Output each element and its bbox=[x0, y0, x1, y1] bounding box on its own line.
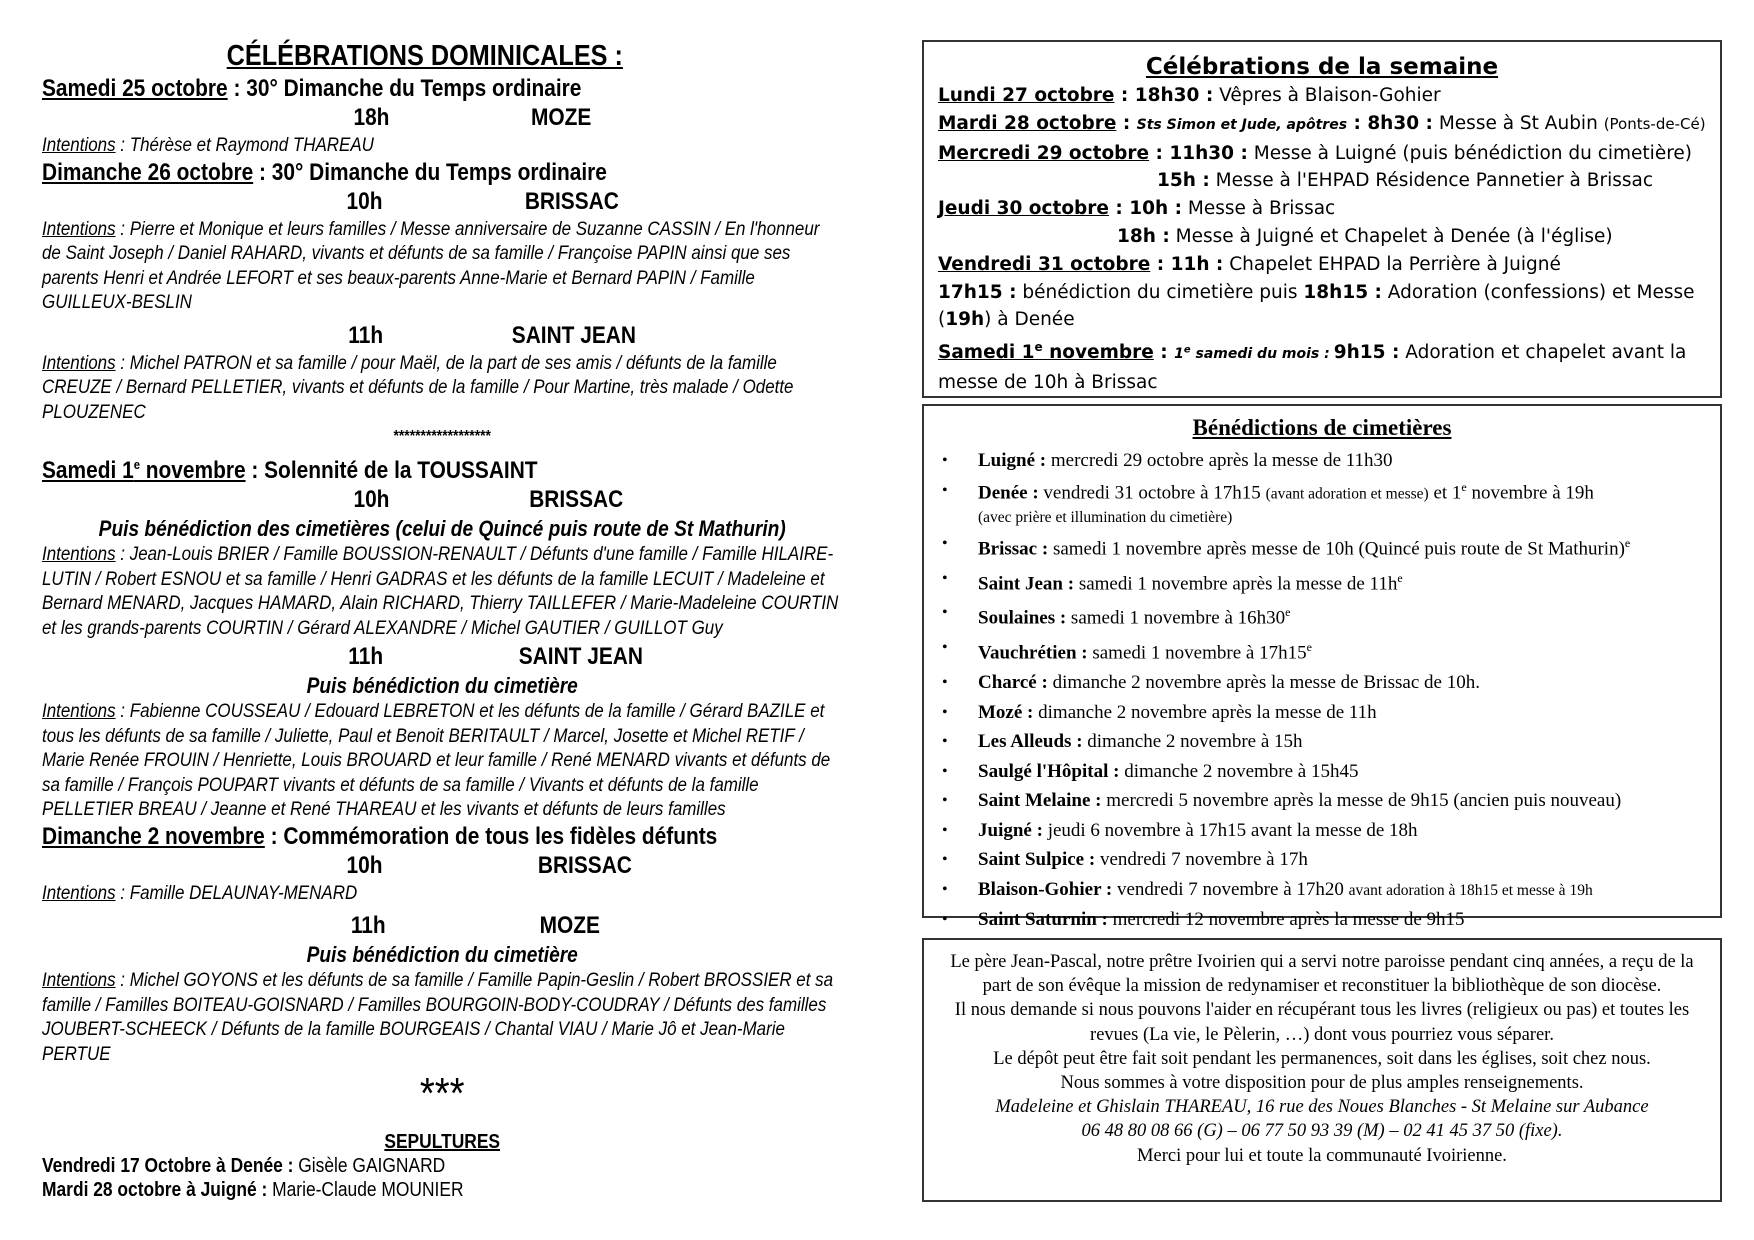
day-label-post: novembre bbox=[139, 457, 246, 484]
colon: : bbox=[1116, 112, 1137, 134]
cemetery-text bbox=[978, 727, 1704, 757]
week-time: 17h15 : bbox=[938, 281, 1017, 303]
cemetery-place: Saulgé l'Hôpital : bbox=[978, 760, 1120, 782]
cemetery-text bbox=[978, 786, 1704, 816]
cemetery-when: vendredi 7 novembre à 17h20 bbox=[1112, 878, 1349, 900]
week-saints: Sts Simon et Jude, apôtres bbox=[1136, 116, 1348, 133]
cemetery-place: Vauchrétien : bbox=[978, 642, 1088, 664]
cemetery-title: Bénédictions de cimetières bbox=[1192, 415, 1452, 440]
mass-place: SAINT JEAN bbox=[518, 643, 643, 670]
intentions-label: Intentions bbox=[42, 134, 116, 156]
bullet-icon: • bbox=[942, 911, 948, 929]
announcement-box bbox=[922, 938, 1722, 1202]
day-label: Samedi 25 octobre bbox=[42, 75, 228, 102]
intentions-label: Intentions bbox=[42, 881, 116, 904]
intentions bbox=[42, 217, 842, 315]
cemetery-when: novembre après messe de 10h (Quincé puis route de St Mathurin) bbox=[1121, 538, 1625, 560]
cemetery-item bbox=[940, 727, 1704, 757]
sepulture-item bbox=[42, 1154, 842, 1178]
cemetery-when: novembre à 19h bbox=[1466, 481, 1594, 503]
intentions bbox=[42, 133, 842, 158]
weekly-title: Célébrations de la semaine bbox=[1145, 54, 1499, 80]
cemetery-item bbox=[940, 598, 1704, 633]
cemetery-when: vendredi 31 octobre à 17h15 bbox=[1038, 481, 1266, 503]
cemetery-text bbox=[978, 905, 1704, 935]
week-special-sup: e bbox=[1183, 344, 1191, 356]
week-day-post: novembre bbox=[1042, 342, 1154, 364]
announcement-p1: Le père Jean-Pascal, notre prêtre Ivoirien qui a servi notre paroisse pendant cinq années, a reçu de la part de son évêque la mission de redynamiser et reconstituer la bibliothèque de son diocèse. bbox=[950, 952, 1694, 997]
week-text: Chapelet EHPAD la Perrière à Juigné bbox=[1223, 253, 1561, 275]
intentions-label: Intentions bbox=[42, 543, 116, 565]
sepulture-item bbox=[42, 1178, 842, 1202]
intentions-text: : Thérèse et Raymond THAREAU bbox=[115, 134, 374, 156]
intentions bbox=[42, 881, 842, 906]
cemetery-text bbox=[978, 845, 1704, 875]
mass-time: 11h bbox=[350, 912, 386, 939]
week-time: 9h15 : bbox=[1333, 342, 1400, 364]
colon: : bbox=[1347, 112, 1368, 134]
cemetery-place: Saint Jean : bbox=[978, 572, 1075, 594]
cemetery-item bbox=[940, 698, 1704, 728]
title-suffix: : bbox=[607, 40, 623, 72]
bullet-icon: • bbox=[942, 880, 948, 898]
cemetery-when: dimanche 2 novembre après la messe de 11h bbox=[1033, 701, 1377, 723]
cemetery-place: Charcé : bbox=[978, 672, 1048, 694]
day-heading bbox=[42, 75, 842, 103]
mass-time: 10h bbox=[346, 187, 383, 215]
sepulture-date: Vendredi 17 Octobre à Denée : bbox=[42, 1155, 294, 1177]
week-text: ) à Denée bbox=[984, 309, 1075, 331]
week-day: Vendredi 31 octobre bbox=[938, 253, 1151, 275]
cemetery-when: mercredi 5 novembre après la messe de 9h15 (ancien puis nouveau) bbox=[1101, 790, 1622, 812]
bullet-icon: • bbox=[942, 534, 948, 552]
week-text: Vêpres à Blaison-Gohier bbox=[1213, 85, 1441, 106]
bullet-icon: • bbox=[942, 703, 948, 721]
colon: : bbox=[1114, 85, 1135, 106]
separator-stars: *** bbox=[419, 1069, 465, 1118]
week-text: Messe à l'EHPAD Résidence Pannetier à Brissac bbox=[1209, 170, 1653, 192]
intentions-label: Intentions bbox=[42, 969, 116, 991]
week-day-pre: Samedi 1 bbox=[938, 342, 1035, 364]
separator: ****************** bbox=[393, 428, 491, 445]
day-label-pre: Samedi 1 bbox=[42, 457, 134, 484]
mass-note: Puis bénédiction du cimetière bbox=[306, 942, 578, 967]
sepultures-title: SEPULTURES bbox=[384, 1131, 501, 1153]
colon: : bbox=[1149, 142, 1170, 164]
cemetery-item bbox=[940, 845, 1704, 875]
week-day: Jeudi 30 octobre bbox=[938, 198, 1109, 220]
cemetery-when: dimanche 2 novembre à 15h45 bbox=[1119, 760, 1359, 782]
intentions bbox=[42, 351, 842, 425]
week-day: Mercredi 29 octobre bbox=[938, 142, 1150, 164]
cemetery-when: novembre après la messe de 11h bbox=[1146, 572, 1398, 594]
intentions-text: : Pierre et Monique et leurs familles / Messe anniversaire de Suzanne CASSIN / En l'honneur de Saint Joseph / Daniel RAHARD, vivants et défunts de sa famille / Françoise PAPIN ainsi que ses parents Henri et Andrée LEFORT et ses beaux-parents Anne-Marie et Bernard PAPIN / Famille GUILLEUX-BESLIN bbox=[42, 217, 820, 313]
week-special bbox=[1174, 346, 1330, 362]
mass-time-place bbox=[42, 187, 842, 217]
ordinal-sup: e bbox=[1285, 605, 1291, 620]
bullet-icon: • bbox=[942, 481, 948, 499]
cemetery-text bbox=[978, 757, 1704, 787]
mass-time: 18h bbox=[353, 104, 390, 131]
cemetery-text bbox=[978, 476, 1704, 529]
cemetery-when: samedi 1 bbox=[1087, 642, 1161, 664]
mass-time-place bbox=[42, 321, 842, 351]
week-line bbox=[938, 195, 1706, 223]
celebration-label: : Solennité de la TOUSSAINT bbox=[245, 457, 538, 484]
day-label bbox=[42, 457, 246, 484]
cemetery-item bbox=[940, 786, 1704, 816]
cemetery-place: Soulaines : bbox=[978, 607, 1067, 629]
celebration-label: : 30° Dimanche du Temps ordinaire bbox=[227, 75, 582, 102]
intentions-text: : Famille DELAUNAY-MENARD bbox=[115, 881, 358, 904]
intentions bbox=[42, 542, 842, 640]
bullet-icon: • bbox=[942, 639, 948, 657]
weekly-celebrations-box bbox=[922, 40, 1722, 398]
day-label: Dimanche 2 novembre bbox=[42, 822, 265, 850]
week-text: bénédiction du cimetière puis bbox=[1016, 281, 1304, 303]
ordinal-sup: e bbox=[1624, 535, 1631, 550]
bullet-icon: • bbox=[942, 762, 948, 780]
week-text: Messe à Juigné et Chapelet à Denée (à l'église) bbox=[1169, 225, 1613, 247]
ordinal-sup: e bbox=[1397, 570, 1403, 585]
week-time: 11h : bbox=[1170, 253, 1224, 275]
bullet-icon: • bbox=[942, 851, 948, 869]
mass-note: Puis bénédiction des cimetières (celui de Quincé puis route de St Mathurin) bbox=[98, 516, 786, 541]
celebration-label: : 30° Dimanche du Temps ordinaire bbox=[253, 158, 607, 186]
intentions-text: : Fabienne COUSSEAU / Edouard LEBRETON et les défunts de la famille / Gérard BAZILE et tous les défunts de sa famille / Juliette, Paul et Benoit BERITAULT / Marcel, Josette et Michel RETIF / Marie Renée FROUIN / Henriette, Louis BROUARD et leur famille / René MENARD vivants et défunts de sa famille / François POUPART vivants et défunts de sa famille / Vivants et défunts de la famille PELLETIER BREAU / Jeanne et René THAREAU et les vivants et défunts de leurs familles bbox=[42, 700, 831, 820]
mass-time: 11h bbox=[348, 321, 384, 349]
intentions-label: Intentions bbox=[42, 700, 116, 722]
cemetery-list bbox=[940, 446, 1704, 935]
week-day: Lundi 27 octobre bbox=[938, 85, 1115, 106]
cemetery-text bbox=[978, 875, 1704, 906]
cemetery-text bbox=[978, 446, 1704, 476]
week-text: Adoration (confessions) et Messe bbox=[1381, 281, 1695, 303]
week-day: Mardi 28 octobre bbox=[938, 112, 1117, 134]
cemetery-item bbox=[940, 446, 1704, 476]
intentions bbox=[42, 699, 842, 822]
cemetery-item bbox=[940, 905, 1704, 935]
cemetery-place: Brissac : bbox=[978, 538, 1049, 560]
intentions bbox=[42, 968, 842, 1066]
cemetery-place: Saint Melaine : bbox=[978, 790, 1102, 812]
cemetery-place: Mozé : bbox=[978, 701, 1034, 723]
cemetery-note: avant adoration à 18h15 et messe à 19h bbox=[1348, 881, 1593, 899]
day-label: Dimanche 26 octobre bbox=[42, 158, 254, 186]
intentions-text: : Michel PATRON et sa famille / pour Maël, de la part de ses amis / défunts de la famille CREUZE / Bernard PELLETIER, vivants et défunts de la famille / Pour Martine, très malade / Odette PLOUZENEC bbox=[42, 351, 794, 423]
mass-place: MOZE bbox=[530, 104, 592, 131]
mass-place: BRISSAC bbox=[529, 486, 624, 513]
week-line bbox=[938, 251, 1706, 279]
mass-time: 10h bbox=[346, 851, 383, 879]
mass-place: MOZE bbox=[539, 912, 600, 939]
announcement-p2: Il nous demande si nous pouvons l'aider en récupérant tous les livres (religieux ou pas) et toutes les revues (La vie, le Pèlerin, …) dont vous pourriez vous séparer. bbox=[954, 1000, 1690, 1045]
cemetery-item bbox=[940, 668, 1704, 698]
week-time: 18h30 : bbox=[1134, 85, 1214, 106]
bullet-icon: • bbox=[942, 792, 948, 810]
week-text: Messe à St Aubin bbox=[1432, 112, 1604, 134]
day-label-sup: e bbox=[133, 457, 140, 472]
cemetery-text bbox=[978, 598, 1704, 633]
ordinal-sup: e bbox=[1306, 640, 1312, 655]
week-line: messe de 10h à Brissac bbox=[938, 372, 1158, 394]
week-day-sup: e bbox=[1034, 340, 1043, 355]
week-time: 11h30 : bbox=[1169, 142, 1248, 164]
intentions-text: : Michel GOYONS et les défunts de sa famille / Famille Papin-Geslin / Robert BROSSIER et sa famille / Familles BOITEAU-GOISNARD / Familles BOURGOIN-BODY-COUDRAY / Défunts des familles JOUBERT-SCHEECK / Défunts de la famille BOURGEAIS / Chantal VIAU / Marie Jô et Jean-Marie PERTUE bbox=[42, 969, 834, 1065]
cemetery-when: mercredi 29 octobre après la messe de 11h30 bbox=[1046, 450, 1393, 471]
sepulture-date: Mardi 28 octobre à Juigné : bbox=[42, 1179, 268, 1201]
cemetery-text bbox=[978, 529, 1704, 564]
cemetery-item bbox=[940, 875, 1704, 906]
cemetery-when: samedi 1 bbox=[1074, 572, 1147, 594]
cemetery-item bbox=[940, 633, 1704, 668]
week-time: 10h : bbox=[1129, 198, 1183, 220]
colon: : bbox=[1153, 342, 1175, 364]
cemetery-text bbox=[978, 698, 1704, 728]
week-line bbox=[938, 140, 1706, 168]
mass-time-place bbox=[42, 642, 842, 672]
cemetery-when: vendredi 7 novembre à 17h bbox=[1095, 849, 1308, 871]
cemetery-place: Blaison-Gohier : bbox=[978, 878, 1113, 900]
cemetery-when: dimanche 2 novembre après la messe de Brissac de 10h. bbox=[1047, 672, 1480, 694]
week-text: Messe à Brissac bbox=[1182, 198, 1336, 220]
week-time: 19h bbox=[945, 309, 985, 331]
celebration-label: : Commémoration de tous les fidèles défunts bbox=[264, 822, 718, 850]
cemetery-text bbox=[978, 816, 1704, 846]
week-text: Messe à Luigné (puis bénédiction du cimetière) bbox=[1247, 142, 1693, 164]
cemetery-text bbox=[978, 668, 1704, 698]
cemetery-when: novembre à 16h30 bbox=[1139, 607, 1286, 629]
cemetery-when: samedi 1 bbox=[1048, 538, 1122, 560]
announcement-p4: Nous sommes à votre disposition pour de plus amples renseignements. bbox=[1060, 1073, 1584, 1094]
cemetery-place: Luigné : bbox=[978, 450, 1047, 471]
mass-time-place bbox=[42, 103, 842, 133]
title-text: CÉLÉBRATIONS DOMINICALES bbox=[226, 40, 608, 72]
week-time: 18h15 : bbox=[1303, 281, 1382, 303]
contact-phones: 06 48 80 08 66 (G) – 06 77 50 93 39 (M) – 02 41 45 37 50 (fixe). bbox=[1081, 1121, 1563, 1142]
cemetery-item bbox=[940, 476, 1704, 529]
week-day bbox=[938, 342, 1154, 363]
week-special-post: samedi du mois : bbox=[1190, 346, 1330, 363]
intentions-text: : Jean-Louis BRIER / Famille BOUSSION-RENAULT / Défunts d'une famille / Famille HILAIRE-LUTIN / Robert ESNOU et sa famille / Henri GADRAS et les défunts de la famille LECUIT / Madeleine et Bernard MENARD, Jacques HAMARD, Alain RICHARD, Thierry TAILLEFER / Marie-Madeleine COURTIN et les grands-parents COURTIN / Gérard ALEXANDRE / Michel GAUTIER / GUILLOT Guy bbox=[42, 543, 839, 639]
mass-time-place bbox=[42, 851, 842, 881]
cemetery-item bbox=[940, 564, 1704, 599]
cemetery-item bbox=[940, 529, 1704, 564]
bullet-icon: • bbox=[942, 569, 948, 587]
week-line bbox=[938, 279, 1706, 307]
mass-place: BRISSAC bbox=[524, 187, 619, 215]
page-title bbox=[164, 40, 686, 73]
mass-note: Puis bénédiction du cimetière bbox=[306, 673, 578, 698]
ordinal-sup: e bbox=[1461, 479, 1467, 494]
cemetery-when: dimanche 2 novembre à 15h bbox=[1082, 731, 1303, 753]
week-special-pre: 1 bbox=[1174, 346, 1184, 363]
week-time: 18h : bbox=[1117, 225, 1170, 247]
dominicales-section bbox=[42, 40, 842, 1202]
week-line bbox=[938, 334, 1706, 369]
sepulture-name: Marie-Claude MOUNIER bbox=[267, 1179, 464, 1201]
cemetery-place: Saint Saturnin : bbox=[978, 909, 1108, 931]
colon: : bbox=[1108, 198, 1130, 220]
announcement-thanks: Merci pour lui et toute la communauté Ivoirienne. bbox=[1137, 1145, 1507, 1166]
week-line bbox=[938, 110, 1706, 140]
mass-time: 10h bbox=[353, 486, 390, 513]
bullet-icon: • bbox=[942, 674, 948, 692]
cemetery-text bbox=[978, 633, 1704, 668]
day-heading bbox=[42, 159, 842, 187]
colon: : bbox=[1150, 253, 1171, 275]
announcement-p3: Le dépôt peut être fait soit pendant les permanences, soit dans les églises, soit chez nous. bbox=[993, 1048, 1651, 1069]
cemetery-text bbox=[978, 564, 1704, 599]
intentions-label: Intentions bbox=[42, 351, 116, 374]
cemetery-place: Juigné : bbox=[978, 819, 1043, 841]
week-line bbox=[938, 223, 1706, 251]
cemetery-blessings-box bbox=[922, 404, 1722, 931]
bullet-icon: • bbox=[942, 821, 948, 839]
contact-address: Madeleine et Ghislain THAREAU, 16 rue des Noues Blanches - St Melaine sur Aubance bbox=[995, 1097, 1649, 1118]
week-line bbox=[938, 167, 1706, 195]
mass-place: SAINT JEAN bbox=[511, 321, 636, 349]
mass-time: 11h bbox=[348, 643, 384, 670]
cemetery-when: samedi 1 bbox=[1066, 607, 1139, 629]
cemetery-place: Saint Sulpice : bbox=[978, 849, 1096, 871]
mass-place: BRISSAC bbox=[537, 851, 632, 879]
day-heading bbox=[42, 823, 842, 851]
cemetery-when: novembre à 17h15 bbox=[1160, 642, 1307, 664]
bullet-icon: • bbox=[942, 452, 948, 469]
cemetery-place: Denée : bbox=[978, 481, 1039, 503]
week-time: 15h : bbox=[1157, 170, 1210, 192]
cemetery-when: et 1 bbox=[1428, 481, 1462, 503]
sepulture-name: Gisèle GAIGNARD bbox=[293, 1155, 446, 1177]
cemetery-item bbox=[940, 816, 1704, 846]
paren: ( bbox=[938, 309, 946, 331]
week-small: (Ponts-de-Cé) bbox=[1603, 114, 1706, 133]
week-time: 8h30 : bbox=[1367, 112, 1433, 134]
bullet-icon: • bbox=[942, 604, 948, 622]
week-line bbox=[938, 82, 1706, 110]
intentions-label: Intentions bbox=[42, 217, 116, 240]
week-line bbox=[938, 306, 1706, 334]
cemetery-when: mercredi 12 novembre après la messe de 9h15 bbox=[1107, 909, 1465, 931]
mass-time-place bbox=[42, 911, 842, 941]
cemetery-item bbox=[940, 757, 1704, 787]
cemetery-when: jeudi 6 novembre à 17h15 avant la messe de 18h bbox=[1042, 819, 1418, 841]
week-text: Adoration et chapelet avant la bbox=[1399, 342, 1687, 364]
bullet-icon: • bbox=[942, 733, 948, 751]
day-heading bbox=[42, 451, 842, 485]
cemetery-note: (avec prière et illumination du cimetière) bbox=[978, 508, 1233, 526]
cemetery-place: Les Alleuds : bbox=[978, 731, 1083, 753]
cemetery-note: (avant adoration et messe) bbox=[1265, 484, 1429, 502]
mass-time-place bbox=[42, 485, 842, 515]
